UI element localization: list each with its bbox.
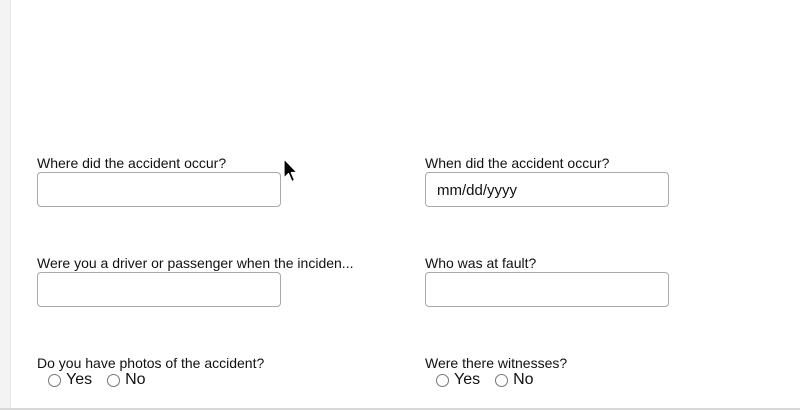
witnesses-yes-radio[interactable] [436, 374, 449, 387]
photos-radio-group [48, 371, 161, 389]
witnesses-yes-label: Yes [454, 371, 481, 388]
fault-input[interactable] [425, 272, 669, 307]
fault-label: Who was at fault? [425, 255, 537, 271]
witnesses-label: Were there witnesses? [425, 355, 568, 371]
photos-no-option[interactable] [107, 371, 145, 389]
location-input[interactable] [37, 172, 281, 207]
photos-yes-radio[interactable] [48, 374, 61, 387]
witnesses-no-radio[interactable] [495, 374, 508, 387]
left-edge-strip [0, 0, 11, 410]
witnesses-no-option[interactable] [495, 371, 533, 389]
location-label: Where did the accident occur? [37, 155, 227, 171]
witnesses-no-label: No [513, 371, 534, 388]
photos-no-label: No [125, 371, 146, 388]
photos-yes-option[interactable] [48, 371, 92, 389]
photos-label: Do you have photos of the accident? [37, 355, 265, 371]
date-input[interactable]: mm/dd/yyyy [425, 172, 669, 207]
mouse-pointer-icon [283, 158, 297, 184]
photos-yes-label: Yes [66, 371, 93, 388]
role-input[interactable] [37, 272, 281, 307]
witnesses-yes-option[interactable] [436, 371, 480, 389]
date-label: When did the accident occur? [425, 155, 610, 171]
role-label: Were you a driver or passenger when the inciden... [37, 255, 354, 271]
photos-no-radio[interactable] [107, 374, 120, 387]
witnesses-radio-group [436, 371, 549, 389]
